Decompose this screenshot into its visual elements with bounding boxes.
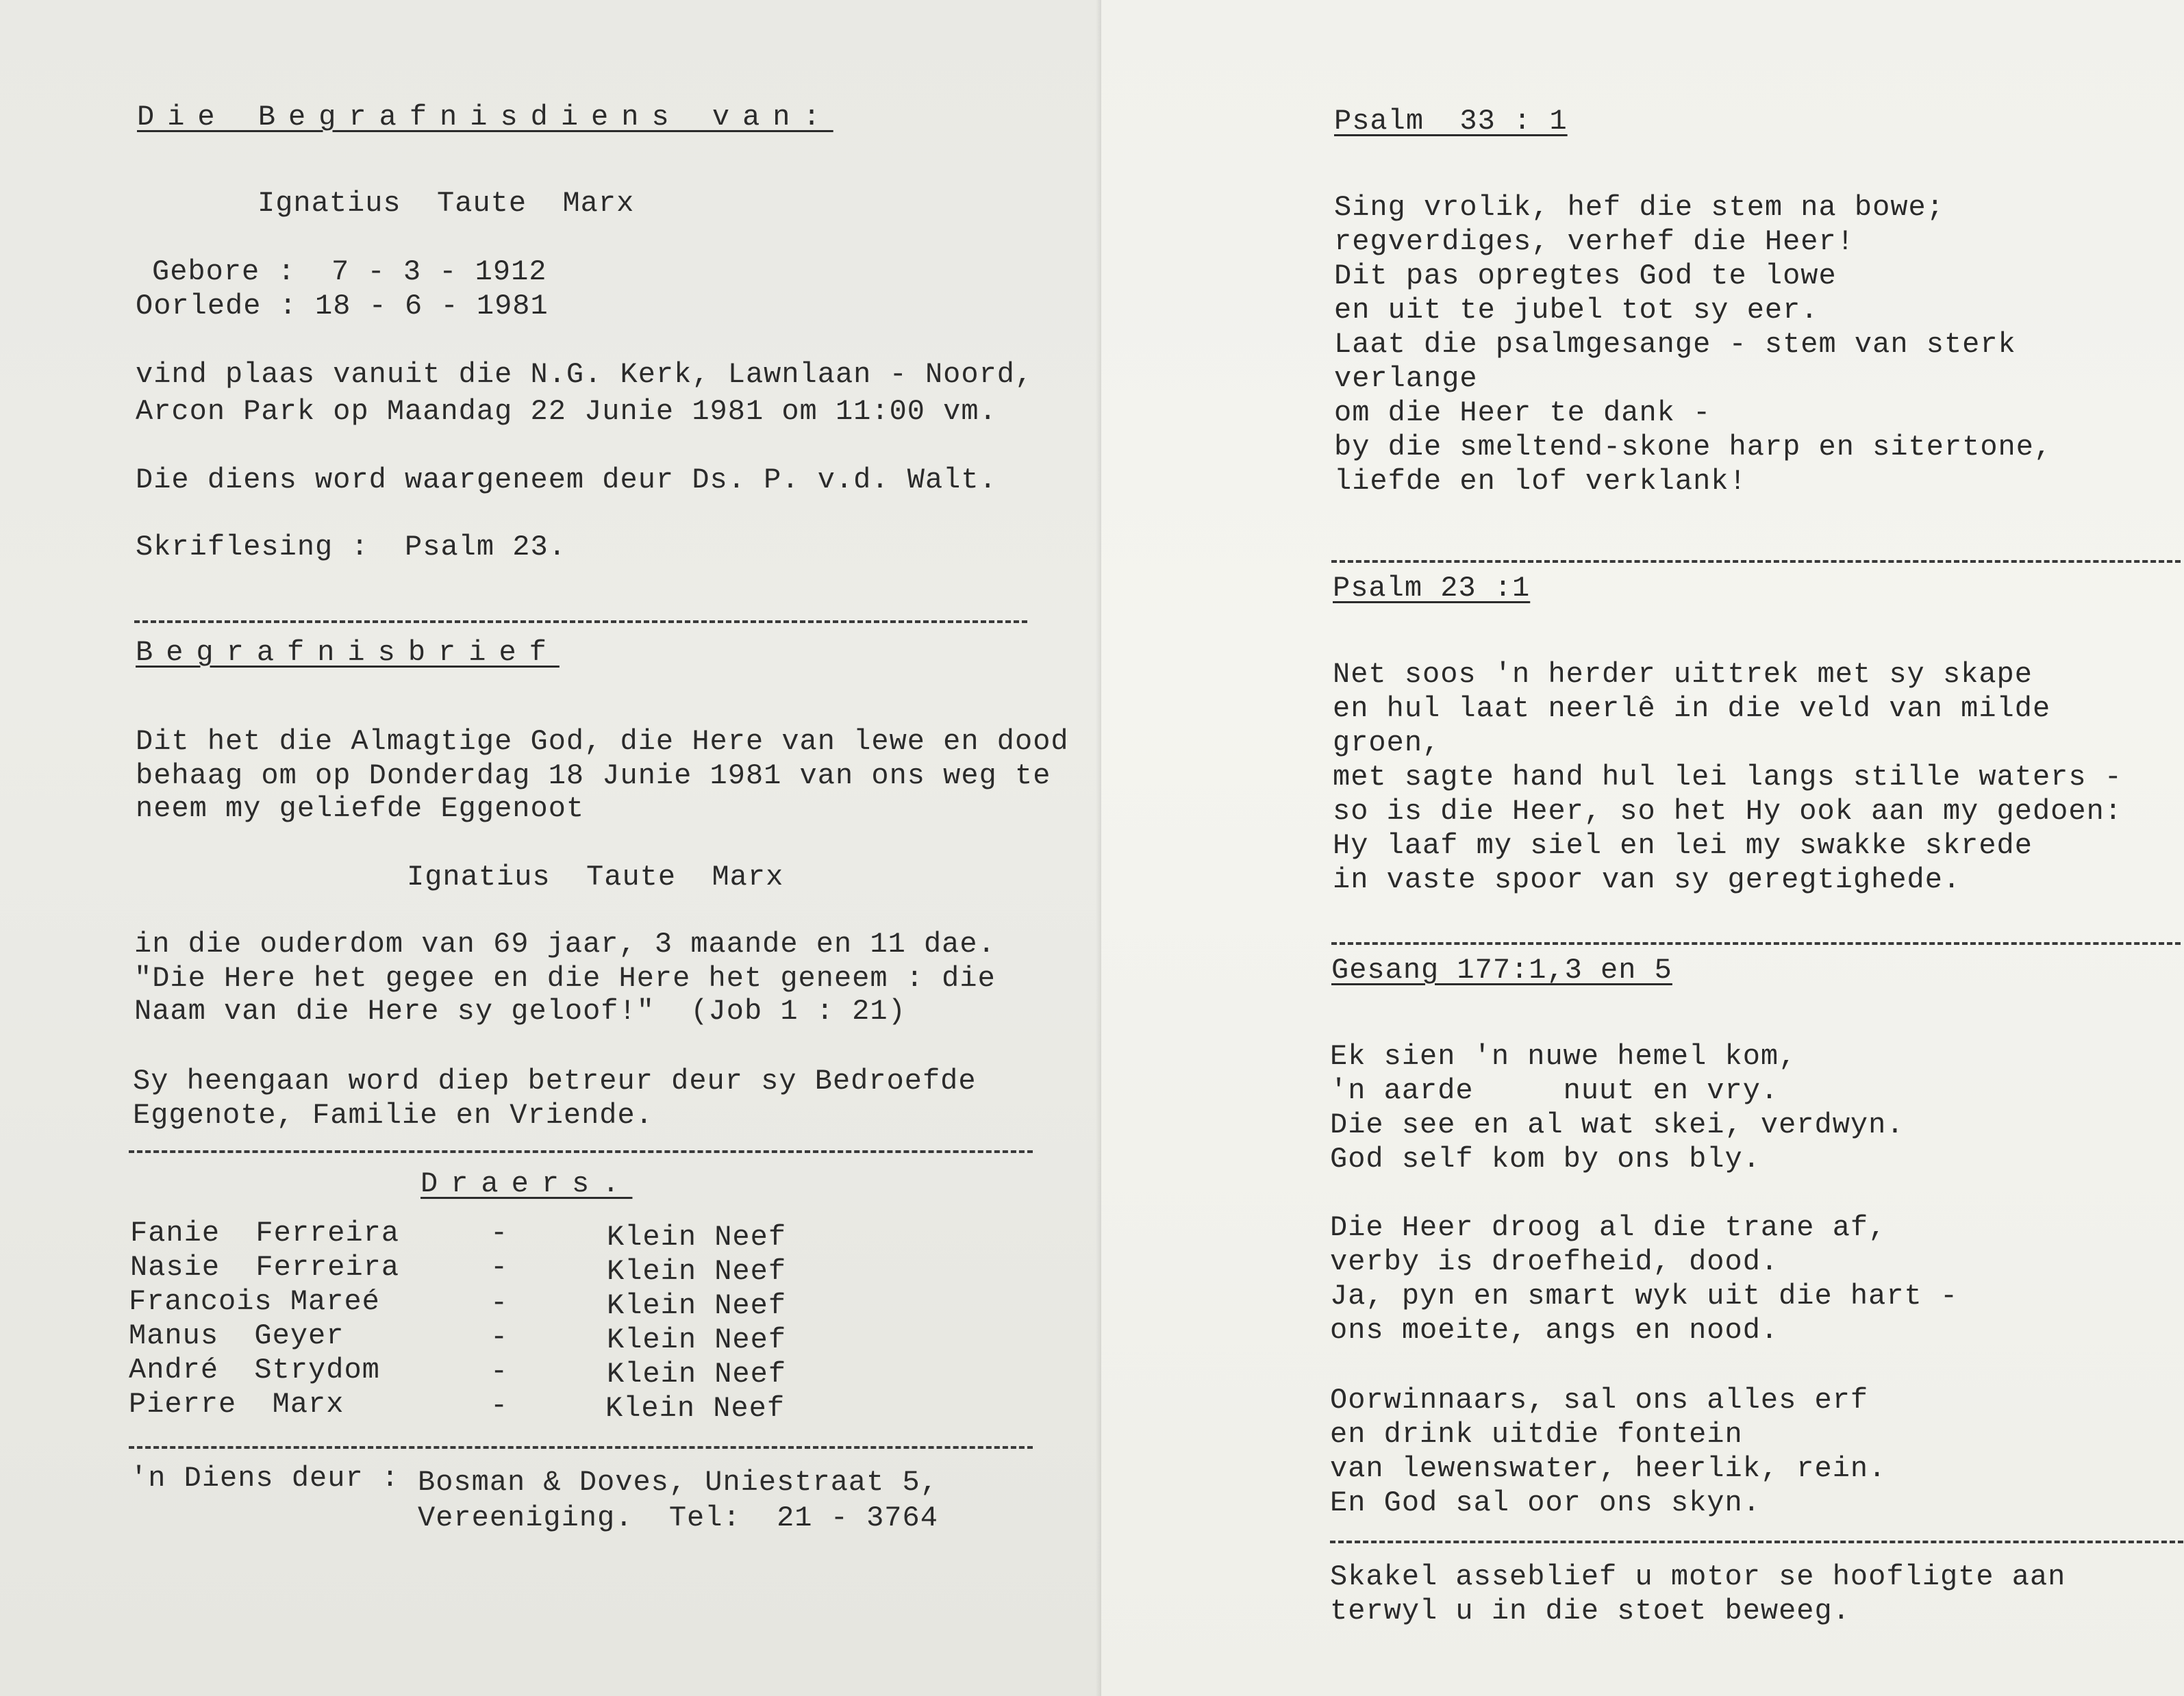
mourning-line-1: Sy heengaan word diep betreur deur sy Bedroefde	[133, 1065, 977, 1098]
deceased-name: Ignatius Taute Marx	[258, 187, 635, 220]
divider	[129, 1446, 1033, 1449]
verse-line: ons moeite, angs en nood.	[1330, 1314, 1779, 1347]
verse-line: regverdiges, verhef die Heer!	[1334, 225, 1855, 258]
death-date: Oorlede : 18 - 6 - 1981	[136, 290, 549, 322]
hymn-verse-1	[1330, 1039, 1905, 1176]
bearers-heading: Draers.	[421, 1167, 633, 1200]
letter-name: Ignatius Taute Marx	[407, 861, 784, 894]
hymn-heading: Gesang 177:1,3 en 5	[1331, 954, 1672, 987]
bearer-dash: -	[490, 1251, 509, 1284]
bearer-relation: Klein Neef	[607, 1221, 787, 1254]
bearer-dash: -	[490, 1389, 509, 1422]
verse-line: verlange	[1334, 362, 1478, 395]
divider	[1331, 942, 2181, 945]
verse-line: en hul laat neerlê in die veld van milde	[1333, 692, 2051, 725]
psalm33-heading: Psalm 33 : 1	[1334, 105, 1568, 138]
bearer-relation: Klein Neef	[607, 1324, 787, 1356]
divider	[134, 620, 1027, 623]
bearer-relation: Klein Neef	[605, 1392, 786, 1425]
bearer-dash: -	[490, 1355, 509, 1388]
bearer-relation: Klein Neef	[607, 1358, 787, 1391]
letter-line-2: behaag om op Donderdag 18 Junie 1981 van ons weg te	[136, 759, 1051, 792]
verse-line: Laat die psalmgesange - stem van sterk	[1334, 328, 2016, 361]
psalm33-text	[1334, 190, 2052, 498]
hymn-verse-5	[1330, 1383, 1886, 1520]
bearer-relation: Klein Neef	[607, 1255, 787, 1288]
service-label: 'n Diens deur :	[130, 1462, 400, 1495]
letter-line-1: Dit het die Almagtige God, die Here van lewe en dood	[136, 725, 1069, 758]
verse-line: by die smeltend-skone harp en sitertone,	[1334, 431, 2053, 464]
service-heading: Die Begrafnisdiens van:	[137, 101, 833, 134]
verse-line: Sing vrolik, hef die stem na bowe;	[1334, 191, 1944, 224]
verse-line: om die Heer te dank -	[1334, 396, 1711, 429]
closing-line-1: Skakel asseblief u motor se hoofligte aan	[1330, 1560, 2066, 1593]
verse-line: Die see en al wat skei, verdwyn.	[1330, 1109, 1905, 1141]
psalm23-text	[1333, 657, 2122, 897]
bearer-dash: -	[490, 1217, 509, 1250]
letter-line-3: neem my geliefde Eggenoot	[136, 792, 585, 825]
verse-line: en uit te jubel tot sy eer.	[1334, 294, 1819, 327]
verse-line: met sagte hand hul lei langs stille waters -	[1333, 761, 2122, 794]
verse-line: groen,	[1333, 726, 1441, 759]
undertaker-line-1: Bosman & Doves, Uniestraat 5,	[418, 1466, 938, 1499]
verse-line: Hy laaf my siel en lei my swakke skrede	[1333, 829, 2033, 862]
bearer-name: André Strydom	[129, 1354, 380, 1387]
quote-line-2: Naam van die Here sy geloof!" (Job 1 : 21)	[134, 995, 906, 1028]
psalm23-heading: Psalm 23 :1	[1333, 572, 1531, 605]
quote-line-1: "Die Here het gegee en die Here het geneem : die	[134, 962, 996, 995]
verse-line: Ek sien 'n nuwe hemel kom,	[1330, 1040, 1797, 1073]
age-line-1: in die ouderdom van 69 jaar, 3 maande en 11 dae.	[134, 928, 996, 961]
verse-line: En God sal oor ons skyn.	[1330, 1486, 1761, 1519]
bearer-relation: Klein Neef	[607, 1289, 787, 1322]
bearer-name: Nasie Ferreira	[130, 1251, 400, 1284]
divider	[129, 1150, 1033, 1153]
mourning-line-2: Eggenote, Familie en Vriende.	[133, 1099, 653, 1132]
verse-line: en drink uitdie fontein	[1330, 1418, 1743, 1451]
bearer-dash: -	[490, 1287, 509, 1319]
officiant: Die diens word waargeneem deur Ds. P. v.d. Walt.	[136, 464, 997, 496]
verse-line: van lewenswater, heerlik, rein.	[1330, 1452, 1887, 1485]
bearer-dash: -	[490, 1321, 509, 1354]
birth-date: Gebore : 7 - 3 - 1912	[152, 255, 547, 288]
scripture-reading: Skriflesing : Psalm 23.	[136, 531, 566, 564]
verse-line: Die Heer droog al die trane af,	[1330, 1211, 1887, 1244]
verse-line: so is die Heer, so het Hy ook aan my gedoen:	[1333, 795, 2122, 828]
divider	[1331, 560, 2181, 563]
verse-line: 'n aarde nuut en vry.	[1330, 1074, 1779, 1107]
hymn-verse-3	[1330, 1211, 1958, 1347]
right-page	[1101, 0, 2184, 1696]
bearer-name: Pierre Marx	[129, 1388, 344, 1421]
verse-line: in vaste spoor van sy geregtighede.	[1333, 863, 1961, 896]
verse-line: Dit pas opregtes God te lowe	[1334, 260, 1837, 292]
verse-line: Oorwinnaars, sal ons alles erf	[1330, 1384, 1869, 1417]
verse-line: Ja, pyn en smart wyk uit die hart -	[1330, 1280, 1959, 1313]
bearer-name: Fanie Ferreira	[130, 1217, 400, 1250]
venue-line-1: vind plaas vanuit die N.G. Kerk, Lawnlaan - Noord,	[136, 358, 1033, 391]
verse-line: Net soos 'n herder uittrek met sy skape	[1333, 658, 2033, 691]
letter-heading: Begrafnisbrief	[136, 636, 560, 669]
venue-line-2: Arcon Park op Maandag 22 Junie 1981 om 11:00 vm.	[136, 395, 997, 428]
bearer-name: Manus Geyer	[129, 1319, 344, 1352]
bearer-name: Francois Mareé	[129, 1285, 380, 1318]
verse-line: God self kom by ons bly.	[1330, 1143, 1761, 1176]
verse-line: liefde en lof verklank!	[1334, 465, 1747, 498]
verse-line: verby is droefheid, dood.	[1330, 1245, 1779, 1278]
undertaker-line-2: Vereeniging. Tel: 21 - 3764	[418, 1502, 938, 1534]
divider	[1330, 1541, 2183, 1543]
closing-line-2: terwyl u in die stoet beweeg.	[1330, 1595, 1850, 1628]
